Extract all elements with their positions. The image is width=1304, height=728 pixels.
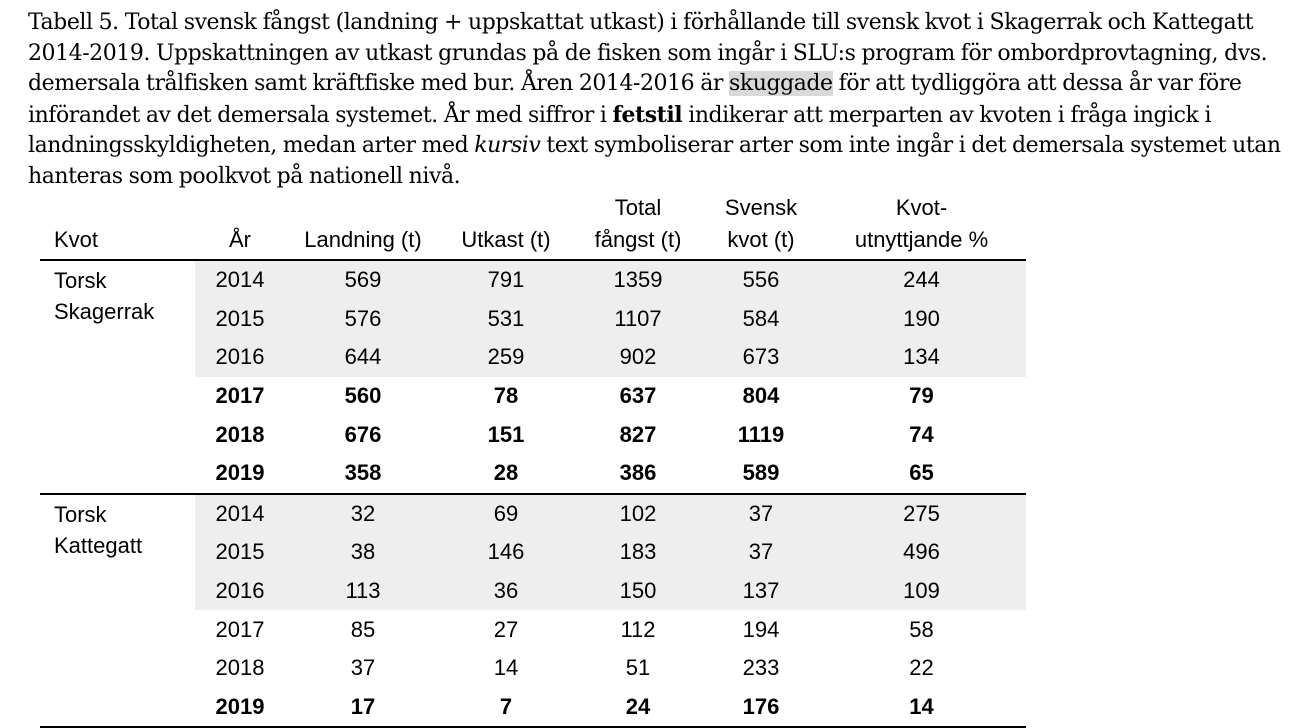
quota-area: Kattegatt (54, 532, 143, 558)
table-body (40, 260, 1026, 727)
kvotutnyttjande-cell: 275 (817, 494, 1026, 534)
utkast-cell: 531 (441, 300, 571, 339)
quota-group-label (40, 494, 195, 728)
total-fangst-cell: 902 (571, 338, 705, 377)
landning-cell: 37 (350, 655, 376, 681)
year-cell: 2019 (215, 460, 265, 486)
header-total-fangst (571, 192, 705, 260)
kvotutnyttjande-cell: 65 (909, 460, 934, 486)
landning-cell: 676 (344, 421, 382, 447)
year-cell: 2015 (195, 300, 285, 339)
svensk-kvot-cell: 233 (742, 655, 780, 681)
svensk-kvot-cell: 176 (742, 693, 780, 719)
header-landning: Landning (t) (304, 227, 422, 252)
year-cell: 2016 (195, 572, 285, 611)
header-kvot: Kvot (54, 227, 99, 252)
header-ar: År (229, 227, 251, 252)
landning-cell: 576 (285, 300, 441, 339)
kvotutnyttjande-cell: 58 (909, 616, 934, 642)
year-cell: 2017 (215, 383, 265, 409)
landning-cell: 113 (285, 572, 441, 611)
utkast-cell: 146 (441, 533, 571, 572)
kvotutnyttjande-cell: 244 (817, 260, 1026, 300)
utkast-cell: 791 (441, 260, 571, 300)
svensk-kvot-cell: 584 (705, 300, 817, 339)
header-svensk-line1: Svensk (724, 195, 798, 220)
quota-species: Torsk (54, 501, 107, 527)
svensk-kvot-cell: 556 (705, 260, 817, 300)
svensk-kvot-cell: 673 (705, 338, 817, 377)
header-kvotutnyttjande (817, 192, 1026, 260)
utkast-cell: 78 (493, 383, 519, 409)
landning-cell: 32 (285, 494, 441, 534)
utkast-cell: 259 (441, 338, 571, 377)
year-cell: 2017 (215, 616, 265, 642)
kvotutnyttjande-cell: 79 (909, 383, 934, 409)
caption-shaded-word: skuggade (729, 71, 833, 96)
table-header-row (40, 192, 1026, 260)
kvotutnyttjande-cell: 109 (817, 572, 1026, 611)
landning-cell: 569 (285, 260, 441, 300)
kvotutnyttjande-cell: 14 (909, 693, 934, 719)
landning-cell: 85 (350, 616, 376, 642)
quota-group-label (40, 260, 195, 494)
quota-species: Torsk (54, 268, 107, 293)
landning-cell: 38 (285, 533, 441, 572)
table-row (40, 260, 1026, 300)
header-total-line2: fångst (t) (594, 227, 682, 252)
caption-text-3: indikerar att merparten av kvoten i fråga ingick i landningsskyldigheten, medan arter med (28, 102, 1212, 158)
landning-cell: 560 (344, 383, 382, 409)
kvotutnyttjande-cell: 22 (909, 655, 934, 681)
total-fangst-cell: 827 (619, 421, 657, 447)
kvotutnyttjande-cell: 190 (817, 300, 1026, 339)
utkast-cell: 14 (493, 655, 519, 681)
year-cell: 2014 (195, 260, 285, 300)
kvotutnyttjande-cell: 74 (909, 421, 934, 447)
utkast-cell: 69 (441, 494, 571, 534)
header-svensk-line2: kvot (t) (727, 227, 795, 252)
kvotutnyttjande-cell: 134 (817, 338, 1026, 377)
year-cell: 2018 (215, 655, 265, 681)
svensk-kvot-cell: 37 (705, 533, 817, 572)
svensk-kvot-cell: 37 (705, 494, 817, 534)
total-fangst-cell: 150 (571, 572, 705, 611)
catch-quota-table (40, 192, 1026, 728)
total-fangst-cell: 637 (619, 383, 657, 409)
landning-cell: 644 (285, 338, 441, 377)
caption-bold-word: fetstil (612, 101, 683, 128)
year-cell: 2019 (215, 693, 265, 719)
header-total-line1: Total (614, 195, 662, 220)
svensk-kvot-cell: 804 (742, 383, 780, 409)
total-fangst-cell: 183 (571, 533, 705, 572)
svensk-kvot-cell: 137 (705, 572, 817, 611)
svensk-kvot-cell: 1119 (737, 421, 785, 447)
total-fangst-cell: 51 (625, 655, 651, 681)
utkast-cell: 27 (493, 616, 519, 642)
total-fangst-cell: 24 (625, 693, 651, 719)
total-fangst-cell: 1359 (571, 260, 705, 300)
utkast-cell: 28 (493, 460, 519, 486)
total-fangst-cell: 102 (571, 494, 705, 534)
landning-cell: 358 (344, 460, 382, 486)
kvotutnyttjande-cell: 496 (817, 533, 1026, 572)
header-kvotutn-line1: Kvot- (895, 195, 948, 220)
year-cell: 2016 (195, 338, 285, 377)
total-fangst-cell: 1107 (571, 300, 705, 339)
table-row (40, 494, 1026, 534)
year-cell: 2014 (195, 494, 285, 534)
year-cell: 2018 (215, 421, 265, 447)
svensk-kvot-cell: 589 (742, 460, 780, 486)
total-fangst-cell: 112 (620, 616, 656, 642)
caption-text-1: Tabell 5. Total svensk fångst (landning + uppskattat utkast) i förhållande till svensk kvot i Skagerrak och Kattegatt 2014-2019. Uppskattningen av utkast grundas på de fisken som ingår i SLU:s program för ombordprovtagning, dvs. demersala trålfisken samt kräftfiske med bur. Åren 2014-2016 är (28, 10, 1268, 96)
caption-italic-word: kursiv (474, 133, 541, 158)
quota-area: Skagerrak (54, 299, 155, 324)
header-svensk-kvot (705, 192, 817, 260)
caption-text-4: text symboliserar arter som inte ingår i det demersala systemet utan hanteras som poolkvot på nationell nivå. (28, 133, 1281, 189)
year-cell: 2015 (195, 533, 285, 572)
landning-cell: 17 (350, 693, 376, 719)
header-utkast: Utkast (t) (461, 227, 551, 252)
utkast-cell: 36 (441, 572, 571, 611)
utkast-cell: 151 (487, 421, 525, 447)
svensk-kvot-cell: 194 (742, 616, 780, 642)
caption-text-2: för att tydliggöra att dessa år var före införandet av det demersala systemet. År med siffror i (28, 71, 1242, 128)
utkast-cell: 7 (499, 693, 513, 719)
header-kvotutn-line2: utnyttjande % (854, 227, 989, 252)
table-caption (28, 8, 1290, 192)
total-fangst-cell: 386 (619, 460, 657, 486)
